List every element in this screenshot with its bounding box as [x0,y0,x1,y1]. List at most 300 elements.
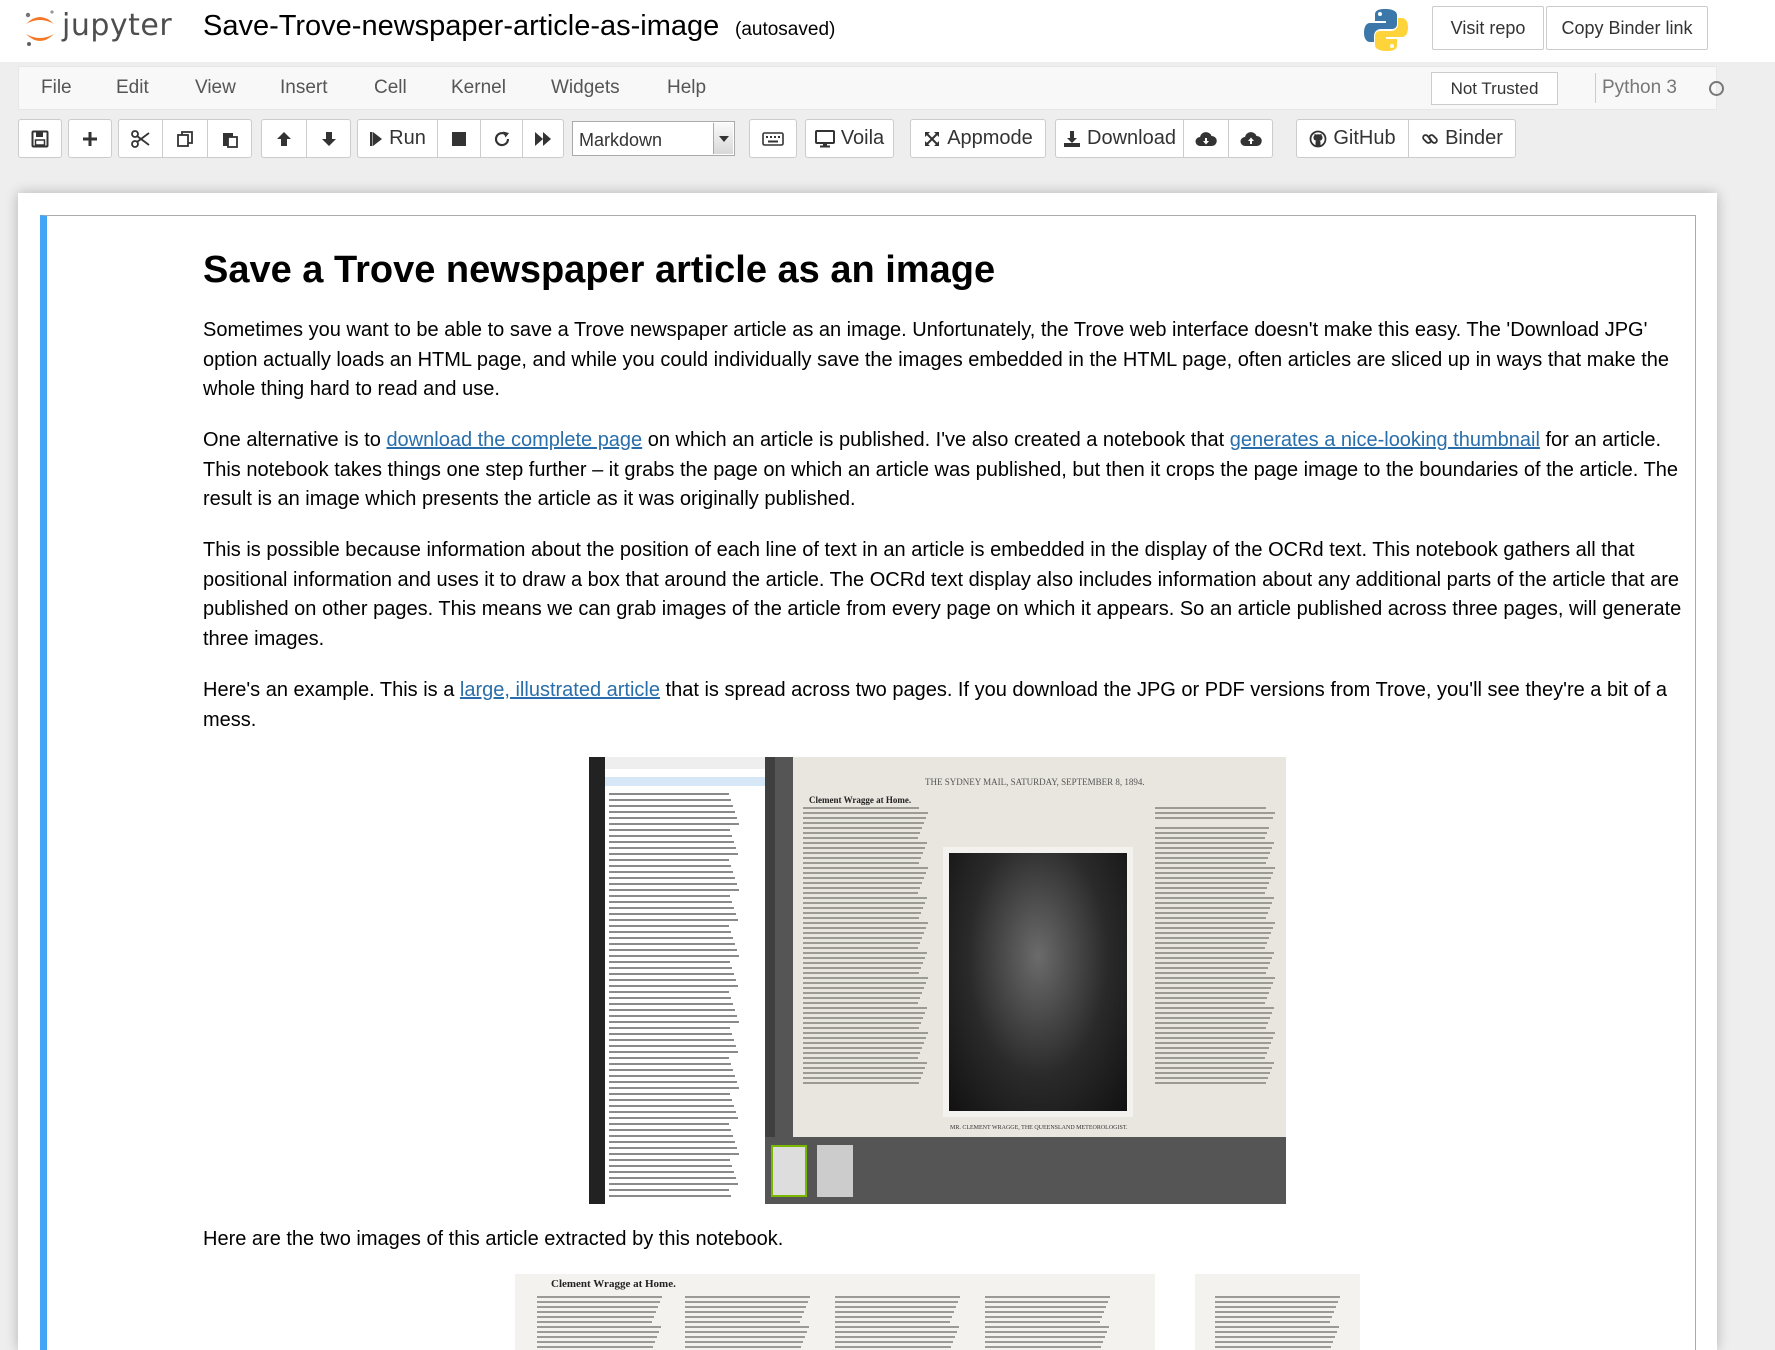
text-line [1155,917,1266,919]
text-line [1155,807,1266,809]
text-line [609,925,729,927]
menu-view[interactable]: View [195,77,236,98]
text-line [803,1007,927,1009]
text-line [1155,887,1267,889]
kernel-name[interactable]: Python 3 [1602,77,1677,98]
download-icon [1063,130,1081,148]
voila-button[interactable] [805,119,894,158]
text-line [609,847,736,849]
text-line [609,1087,739,1089]
text-line [609,955,739,957]
extracted-article-images [515,1274,1360,1350]
text-line [609,901,732,903]
text-line [985,1336,1105,1338]
command-palette-button[interactable] [749,119,797,158]
text-line [803,882,922,884]
text-line [609,1159,730,1161]
text-line [609,1003,733,1005]
text-line [803,1052,920,1054]
text-line [803,847,925,849]
trove-tool-sidebar [589,757,605,1204]
text-line [685,1346,801,1348]
text-line [609,1153,739,1155]
text-line [1155,1042,1271,1044]
text-line [803,1082,919,1084]
cut-button[interactable] [118,119,162,158]
text-line [1155,1077,1268,1079]
stop-icon [451,131,467,147]
notebook-title[interactable]: Save-Trove-newspaper-article-as-image [203,10,720,42]
text-run: One alternative is to [203,429,387,451]
text-line [685,1316,802,1318]
text-line [609,817,737,819]
text-line [803,827,922,829]
method-paragraph: This is possible because information about the position of each line of text in an article is embedded in the display of the OCRd text. This notebook gathers all that positional information and uses it to draw a box that around the article. The OCRd text display also includes information about any additional parts of the article that are published on other pages. This means we can grab images of the article from every page on which it appears. So an article published across three pages, will generate three images. [203,539,1682,650]
paste-button[interactable] [207,119,252,158]
text-line [1155,972,1266,974]
jupyter-logo-icon [22,8,58,48]
cloud-upload-button[interactable] [1228,119,1273,158]
text-line [1155,847,1272,849]
text-line [1155,962,1270,964]
github-button[interactable] [1296,119,1408,158]
text-line [985,1346,1101,1348]
text-line [1155,912,1268,914]
cell-type-select[interactable] [572,121,735,156]
text-line [803,887,920,889]
text-line [835,1316,952,1318]
text-line [609,1009,735,1011]
text-line [1155,1022,1268,1024]
page-thumbnail[interactable] [817,1145,853,1197]
text-line [609,793,729,795]
text-line [1215,1301,1338,1303]
insert-cell-button[interactable] [68,119,112,158]
text-line [1215,1311,1334,1313]
text-line [803,1042,924,1044]
text-line [1155,817,1273,819]
extracted-intro-paragraph: Here are the two images of this article extracted by this notebook. [203,1228,784,1250]
text-line [609,1195,731,1197]
text-line [803,1012,925,1014]
menu-cell[interactable]: Cell [374,77,407,98]
text-line [1215,1321,1330,1323]
text-line [537,1301,660,1303]
menubar [18,66,1717,110]
text-line [609,853,738,855]
text-line [1155,1002,1265,1004]
text-line [609,1183,738,1185]
text-line [609,1135,733,1137]
text-line [803,857,921,859]
link-icon [1421,130,1439,148]
text-line [609,835,732,837]
text-line [1155,877,1271,879]
text-line [803,987,924,989]
text-line [1155,987,1271,989]
text-line [1155,907,1270,909]
text-line [609,1045,736,1047]
text-line [803,842,927,844]
expand-icon [923,130,941,148]
step-forward-icon [369,131,383,147]
text-line [609,877,735,879]
text-line [1155,947,1265,949]
text-run: that is spread across two pages. If you download the JPG or PDF versions from Trove, you'll see they're a bit of a mess. [203,679,1668,731]
trust-status-button[interactable]: Not Trusted [1431,72,1558,105]
binder-label: Binder [1445,127,1503,149]
text-line [803,1077,921,1079]
text-line [803,867,928,869]
text-line [537,1331,659,1333]
text-line [1155,1057,1265,1059]
text-line [1155,982,1273,984]
text-line [1155,997,1267,999]
text-line [609,985,738,987]
text-line [537,1321,652,1323]
page-thumbnail[interactable] [771,1145,807,1197]
text-line [537,1311,656,1313]
trove-screenshot-image [589,757,1286,1204]
chevron-down-icon [713,123,733,154]
text-line [609,1093,730,1095]
text-line [537,1326,661,1328]
text-line [609,883,737,885]
text-line [1155,992,1269,994]
text-line [985,1306,1106,1308]
text-line [1155,1032,1275,1034]
text-line [609,1123,729,1125]
text-line [803,1062,927,1064]
text-line [985,1311,1104,1313]
menu-edit[interactable]: Edit [116,77,149,98]
text-line [803,952,927,954]
text-line [803,1067,925,1069]
thumbnail-notebook-link[interactable]: generates a nice-looking thumbnail [1229,429,1540,451]
cloud-download-icon [1195,131,1217,147]
text-line [803,932,924,934]
text-line [1155,977,1275,979]
text-line [985,1296,1110,1298]
text-line [803,892,918,894]
voila-label: Voila [840,127,885,149]
text-line [609,1129,731,1131]
text-line [685,1301,808,1303]
plus-icon [81,130,99,148]
cloud-download-button[interactable] [1183,119,1228,158]
text-line [609,811,735,813]
fast-forward-icon [534,131,552,147]
desktop-icon [815,130,835,148]
text-line [985,1341,1103,1343]
menu-insert[interactable]: Insert [280,77,328,98]
visit-repo-button[interactable]: Visit repo [1432,6,1544,50]
text-line [537,1341,655,1343]
cloud-upload-icon [1240,131,1262,147]
text-line [803,862,919,864]
text-line [609,961,730,963]
text-line [609,1057,729,1059]
jupyter-wordmark: jupyter [62,8,173,43]
run-button[interactable] [357,119,437,158]
text-line [609,1189,729,1191]
copy-button[interactable] [162,119,207,158]
text-line [609,1069,733,1071]
text-line [1155,1007,1274,1009]
text-line [1155,937,1269,939]
text-line [803,992,922,994]
menu-kernel[interactable]: Kernel [451,77,506,98]
text-line [609,1177,736,1179]
text-run: Here's an example. This is a [203,679,460,701]
text-line [1155,1047,1269,1049]
text-line [609,865,731,867]
text-line [609,949,737,951]
text-line [609,889,739,891]
text-line [1155,882,1269,884]
text-line [1155,967,1268,969]
save-icon [31,130,49,148]
text-line [609,913,736,915]
text-line [1155,837,1265,839]
text-line [803,1032,928,1034]
portrait-photo [943,847,1133,1117]
interrupt-button[interactable] [437,119,480,158]
text-line [1155,1072,1270,1074]
text-line [803,957,925,959]
page-title: Save a Trove newspaper article as an image [203,249,996,291]
text-line [1155,902,1272,904]
restart-icon [493,130,511,148]
text-line [609,1117,738,1119]
text-line [985,1316,1102,1318]
text-line [985,1331,1107,1333]
text-line [537,1346,653,1348]
text-line [1215,1336,1335,1338]
text-line [609,907,734,909]
notebook-header [0,0,1775,62]
text-line [609,1141,735,1143]
appmode-label: Appmode [947,127,1033,149]
text-line [609,829,730,831]
text-line [1215,1296,1340,1298]
text-line [609,967,732,969]
text-line [537,1316,654,1318]
move-down-button[interactable] [306,119,351,158]
text-line [609,1075,735,1077]
text-line [1155,922,1275,924]
text-line [803,927,926,929]
text-run: for an article. This notebook takes things one step further – it grabs the page on which an article was published, but then it crops the page image to the boundaries of the article. The result is an image which presents the article as it was originally published. [203,429,1678,510]
text-line [803,942,920,944]
text-line [803,977,928,979]
cut-icon [131,130,151,148]
text-line [835,1336,955,1338]
text-line [1215,1341,1333,1343]
text-line [835,1321,950,1323]
copy-icon [176,130,194,148]
text-line [803,807,919,809]
text-line [803,832,920,834]
text-line [803,967,921,969]
text-line [685,1296,810,1298]
intro-paragraph: Sometimes you want to be able to save a Trove newspaper article as an image. Unfortunately, the Trove web interface doesn't make this easy. The 'Download JPG' option actually loads an HTML page, and while you could individually save the images embedded in the HTML page, often articles are sliced up in ways that make the whole thing hard to read and use. [203,319,1670,400]
move-up-button[interactable] [261,119,306,158]
text-line [609,937,733,939]
text-line [803,852,923,854]
text-line [609,931,731,933]
text-line [803,1047,922,1049]
text-line [537,1296,662,1298]
text-line [835,1326,959,1328]
text-line [835,1346,951,1348]
jupyter-logo[interactable] [22,8,182,48]
download-button[interactable] [1055,119,1183,158]
text-line [1155,1052,1267,1054]
text-line [835,1296,960,1298]
text-line [1155,852,1270,854]
run-label: Run [389,127,426,149]
restart-run-all-button[interactable] [522,119,564,158]
text-line [803,997,920,999]
text-line [1155,932,1271,934]
extracted-article-heading: Clement Wragge at Home. [551,1278,676,1290]
text-line [685,1336,805,1338]
text-line [1155,1082,1266,1084]
text-line [685,1306,806,1308]
text-line [609,1063,731,1065]
text-line [1155,827,1269,829]
text-line [1155,812,1275,814]
menu-file[interactable]: File [41,77,72,98]
paste-icon [221,130,239,148]
example-article-link[interactable]: large, illustrated article [459,679,660,701]
kernel-separator [1595,73,1596,103]
kernel-idle-indicator-icon [1709,81,1724,96]
text-line [985,1321,1100,1323]
text-line [1155,942,1267,944]
text-line [609,991,729,993]
text-run: on which an article is published. I've also created a notebook that [642,429,1230,451]
text-line [835,1341,953,1343]
text-line [1155,952,1274,954]
text-line [609,1051,738,1053]
trove-page-image [775,757,1286,1137]
text-line [803,947,918,949]
appmode-button[interactable] [910,119,1046,158]
text-line [609,859,729,861]
text-line [803,822,924,824]
text-line [1155,867,1275,869]
menu-help[interactable]: Help [667,77,707,98]
text-line [803,1027,919,1029]
text-line [1215,1326,1339,1328]
keyboard-icon [762,132,784,146]
text-line [1215,1316,1332,1318]
text-line [1155,1027,1266,1029]
text-line [1155,872,1273,874]
text-line [803,962,923,964]
text-line [609,1039,734,1041]
text-line [803,912,921,914]
restart-button[interactable] [480,119,522,158]
python-logo-icon [1362,6,1410,54]
trove-ocr-text-panel [605,757,765,1204]
autosave-status: (autosaved) [735,19,836,40]
text-line [609,1105,734,1107]
example-paragraph [203,676,1683,735]
text-line [609,943,735,945]
text-line [1155,1012,1272,1014]
text-line [803,812,928,814]
text-line [803,817,926,819]
text-line [803,1022,921,1024]
text-line [609,1147,737,1149]
text-line [1215,1346,1331,1348]
text-line [1155,1017,1270,1019]
text-line [609,823,739,825]
text-line [1155,897,1274,899]
article-heading: Clement Wragge at Home. [809,795,912,805]
text-line [1215,1306,1336,1308]
text-line [609,799,731,801]
text-line [609,1111,736,1113]
text-line [609,919,738,921]
text-line [609,1027,730,1029]
github-icon [1309,130,1327,148]
text-line [803,902,925,904]
text-line [685,1326,809,1328]
menu-widgets[interactable]: Widgets [551,77,620,98]
download-page-link[interactable]: download the complete page [386,429,643,451]
text-line [803,877,924,879]
text-line [803,837,918,839]
text-line [609,1171,734,1173]
text-line [985,1326,1109,1328]
text-line [1155,862,1266,864]
text-line [537,1306,658,1308]
text-line [537,1336,657,1338]
text-line [985,1301,1108,1303]
cell-type-value: Markdown [579,130,663,150]
copy-binder-link-button[interactable]: Copy Binder link [1546,6,1708,50]
arrow-up-icon [275,130,293,148]
text-line [803,1057,918,1059]
photo-caption: MR. CLEMENT WRAGGE, THE QUEENSLAND METEOROLOGIST. [950,1125,1128,1131]
text-line [803,1002,918,1004]
text-line [835,1311,954,1313]
text-line [609,841,734,843]
text-line [803,872,926,874]
text-line [609,1015,737,1017]
text-line [1155,1067,1272,1069]
text-line [685,1311,804,1313]
text-line [803,972,919,974]
text-line [835,1301,958,1303]
text-line [803,922,928,924]
text-line [1155,857,1268,859]
text-line [1155,832,1267,834]
binder-button[interactable] [1408,119,1516,158]
trove-page-thumbnails [765,1137,1286,1204]
text-line [609,1021,739,1023]
text-line [685,1321,800,1323]
save-button[interactable] [18,119,62,158]
newspaper-masthead: THE SYDNEY MAIL, SATURDAY, SEPTEMBER 8, 1894. [925,777,1145,787]
text-line [685,1331,807,1333]
text-line [803,1017,923,1019]
arrow-down-icon [320,130,338,148]
